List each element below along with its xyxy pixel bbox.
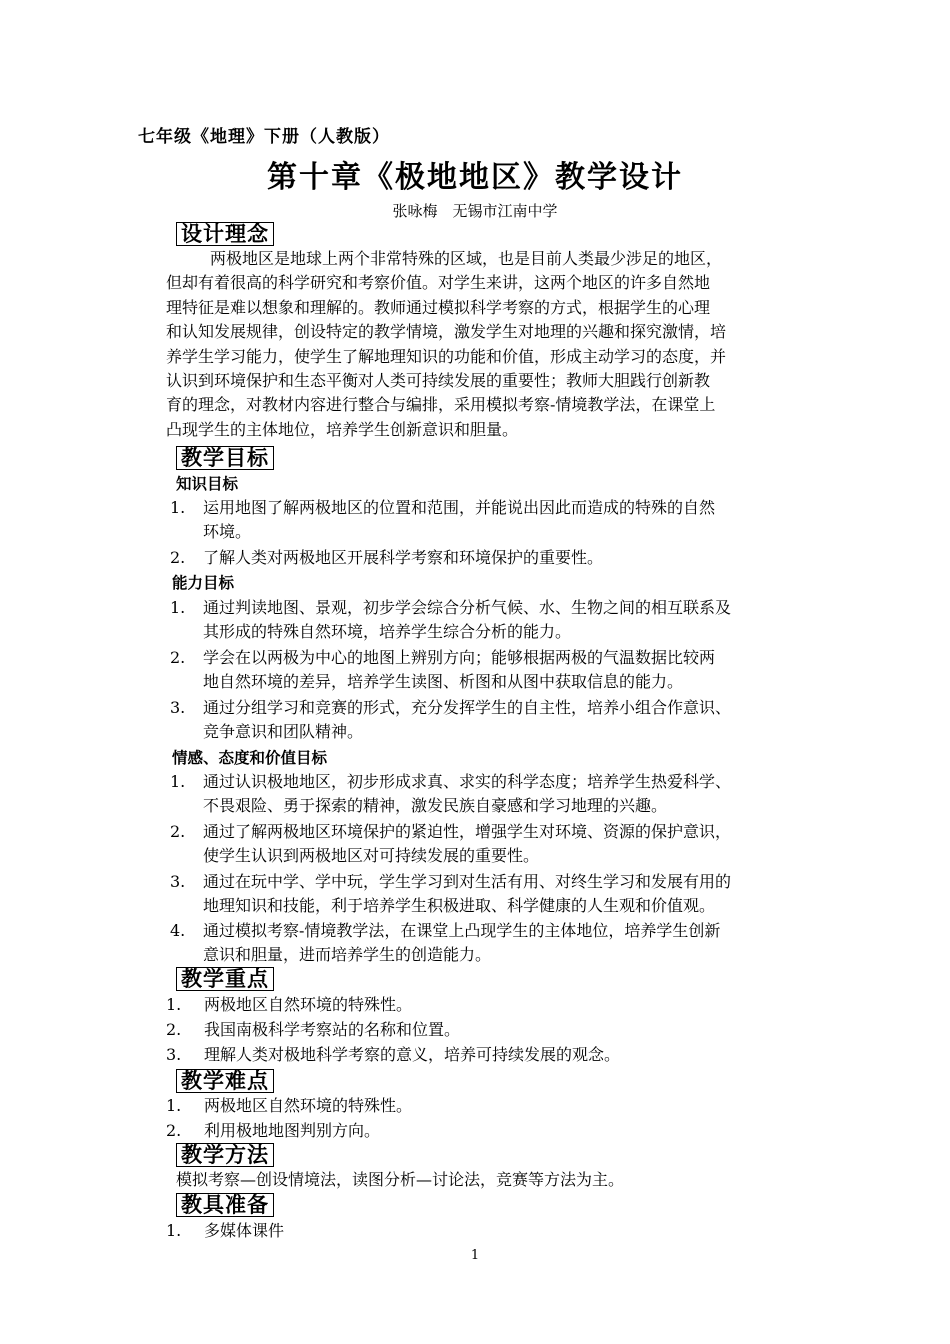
item-line: 地自然环境的差异，培养学生读图、析图和从图中获取信息的能力。 [203,672,684,692]
list-item [166,1219,816,1243]
list-item [170,770,820,819]
list-item [166,1018,816,1042]
grade-label: 七年级《地理》下册（人教版） [138,127,390,147]
list-item [170,596,820,645]
author-line: 张咏梅 无锡市江南中学 [392,202,558,220]
item-line: 地理知识和技能，利于培养学生积极进取、科学健康的人生观和价值观。 [203,896,716,916]
item-number: 3. [170,698,186,717]
item-number: 2. [170,648,186,667]
item-line: 我国南极科学考察站的名称和位置。 [204,1020,461,1039]
concept-line: 两极地区是地球上两个非常特殊的区域，也是目前人类最少涉足的地区， [210,249,723,268]
item-line: 运用地图了解两极地区的位置和范围，并能说出因此而造成的特殊的自然 [203,498,716,517]
concept-line: 凸现学生的主体地位，培养学生创新意识和胆量。 [166,419,519,439]
item-number: 1. [166,995,182,1014]
list-item [170,919,820,968]
methods-text [176,1168,828,1192]
subheading-knowledge: 知识目标 [176,475,239,493]
list-item [170,820,820,869]
item-line: 通过在玩中学、学中玩，学生学习到对生活有用、对终生学习和发展有用的 [203,872,732,891]
concept-line: 和认知发展规律，创设特定的教学情境，激发学生对地理的兴趣和探究激情，培 [166,322,727,342]
item-number: 1. [170,598,186,617]
list-item [170,696,820,745]
item-line: 使学生认识到两极地区对可持续发展的重要性。 [203,846,540,866]
item-line: 通过分组学习和竞赛的形式，充分发挥学生的自主性，培养小组合作意识、 [203,698,732,717]
subheading-ability: 能力目标 [172,574,235,592]
list-item [166,1119,816,1143]
item-line: 环境。 [203,522,252,542]
item-number: 4. [170,921,186,940]
methods-line: 模拟考察—创设情境法，读图分析—讨论法，竞赛等方法为主。 [176,1170,625,1189]
item-line: 其形成的特殊自然环境，培养学生综合分析的能力。 [203,622,572,642]
item-line: 意识和胆量，进而培养学生的创造能力。 [203,945,492,965]
concept-line: 育的理念，对教材内容进行整合与编排，采用模拟考察-情境教学法，在课堂上 [166,395,716,415]
item-line: 多媒体课件 [204,1221,285,1240]
item-line: 两极地区自然环境的特殊性。 [204,995,413,1014]
list-item [170,496,820,545]
list-item [170,646,820,695]
list-item [166,993,816,1017]
item-line: 理解人类对极地科学考察的意义，培养可持续发展的观念。 [204,1045,621,1064]
item-number: 2. [166,1020,182,1039]
concept-line: 理特征是难以想象和理解的。教师通过模拟科学考察的方式，根据学生的心理 [166,297,711,317]
list-item [166,1043,816,1067]
item-line: 了解人类对两极地区开展科学考察和环境保护的重要性。 [203,548,604,567]
concept-line: 认识到环境保护和生态平衡对人类可持续发展的重要性；教师大胆践行创新教 [166,370,711,390]
item-number: 3. [166,1045,182,1064]
item-number: 1. [166,1096,182,1115]
item-number: 1. [166,1221,182,1240]
document-title: 第十章《极地地区》教学设计 [267,160,683,195]
item-line: 竞争意识和团队精神。 [203,722,364,742]
item-line: 通过模拟考察-情境教学法，在课堂上凸现学生的主体地位，培养学生创新 [203,921,721,940]
list-item [166,1094,816,1118]
item-number: 2. [166,1121,182,1140]
item-line: 利用极地地图判别方向。 [204,1121,381,1140]
section-heading-key-points: 教学重点 [176,967,274,991]
item-number: 1. [170,772,186,791]
section-heading-tools: 教具准备 [176,1193,274,1217]
section-heading-concept: 设计理念 [176,222,274,246]
page-number: 1 [470,1248,480,1263]
list-item [170,870,820,919]
item-number: 3. [170,872,186,891]
section-heading-difficult-points: 教学难点 [176,1069,274,1093]
item-number: 1. [170,498,186,517]
concept-line: 养学生学习能力，使学生了解地理知识的功能和价值，形成主动学习的态度，并 [166,346,727,366]
section-heading-methods: 教学方法 [176,1143,274,1167]
item-line: 通过了解两极地区环境保护的紧迫性，增强学生对环境、资源的保护意识， [203,822,732,841]
section-heading-goals: 教学目标 [176,446,274,470]
item-line: 不畏艰险、勇于探索的精神，激发民族自豪感和学习地理的兴趣。 [203,796,668,816]
item-line: 通过判读地图、景观，初步学会综合分析气候、水、生物之间的相互联系及 [203,598,732,617]
item-line: 两极地区自然环境的特殊性。 [204,1096,413,1115]
item-line: 学会在以两极为中心的地图上辨别方向；能够根据两极的气温数据比较两 [203,648,716,667]
item-number: 2. [170,822,186,841]
subheading-attitude: 情感、态度和价值目标 [172,749,328,767]
concept-line: 但却有着很高的科学研究和考察价值。对学生来讲，这两个地区的许多自然地 [166,273,711,293]
item-number: 2. [170,548,186,567]
list-item [170,546,820,570]
concept-paragraph [166,247,818,442]
item-line: 通过认识极地地区，初步形成求真、求实的科学态度；培养学生热爱科学、 [203,772,732,791]
